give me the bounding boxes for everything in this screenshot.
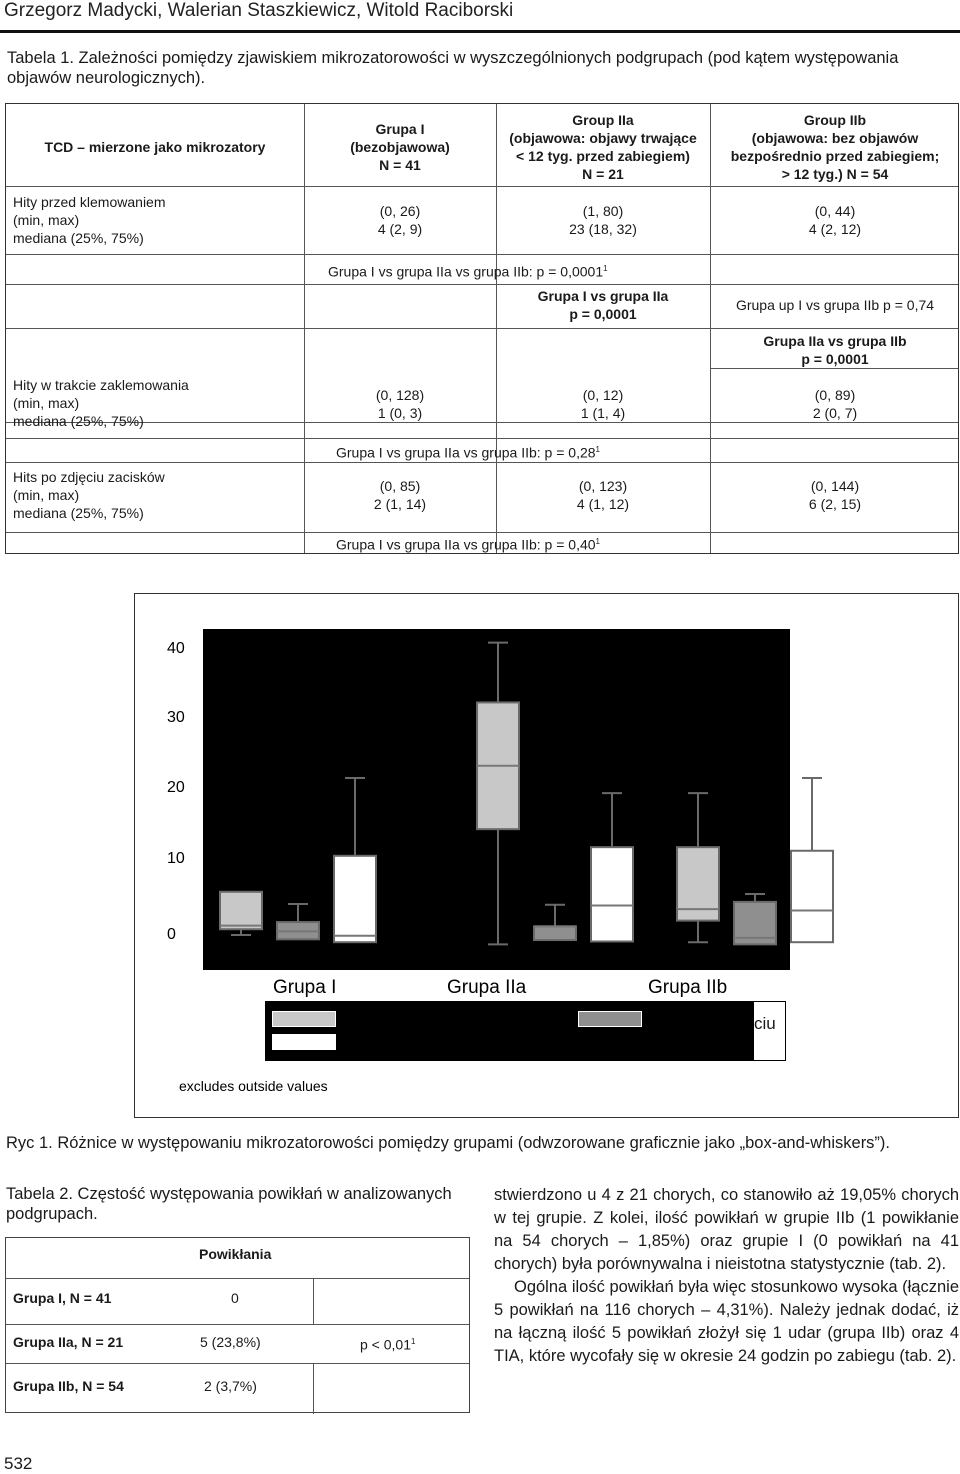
t2-row-label: Grupa IIb, N = 54 xyxy=(13,1378,124,1394)
y-tick-label: 20 xyxy=(167,779,185,796)
t1-col1-header: Grupa I (bezobjawowa) N = 41 xyxy=(350,121,450,173)
t2-row-p: $p < 0,01^1$ xyxy=(360,1336,416,1353)
box xyxy=(791,851,833,942)
table-2 xyxy=(5,1237,470,1413)
t1-col2-header: Group IIa (objawowa: objawy trwające < 12 tyg. przed zabiegiem) N = 21 xyxy=(509,112,697,182)
t1-row1-pair3: Grupa IIa vs grupa IIb p = 0,0001 xyxy=(763,333,907,367)
t1-row1-pair2: Grupa up I vs grupa IIb p = 0,74 xyxy=(735,297,935,313)
table1-caption: Tabela 1. Zależności pomiędzy zjawiskiem mikrozatorowości w wyszczególnionych podgrupach (pod kątem występowania objawów neurologicznych). xyxy=(7,49,899,87)
t2-header: Powikłania xyxy=(199,1246,272,1262)
t1-row2-g1: (0, 128) 1 (0, 3) xyxy=(375,387,425,421)
t1-row1-pair1: Grupa I vs grupa IIa p = 0,0001 xyxy=(537,288,669,322)
y-tick-label: 0 xyxy=(167,926,176,943)
paragraph: Ogólna ilość powikłań była więc stosunkowo wysoka (łącznie 5 powikłań na 116 chorych – 4,31%). Należy jednak dodać, iż na łączną ilość 5 powikłań złożył się 1 udar (grupa IIb) oraz 4 TIA, które wycofały się w okresie 24 godzin po zabiegu (tab. 2). xyxy=(494,1278,959,1365)
t2-hline xyxy=(6,1278,469,1279)
t2-hline xyxy=(6,1324,469,1325)
t1-row3-g1: (0, 85) 2 (1, 14) xyxy=(373,478,427,512)
t1-row2-label: Hity w trakcie zaklemowania (min, max) mediana (25%, 75%) xyxy=(13,377,189,429)
y-tick-label: 10 xyxy=(167,850,185,867)
page-number: 532 xyxy=(4,1454,33,1473)
t1-row1-stat: Grupa I vs grupa IIa vs grupa IIb: $p = 0,0001^1$ xyxy=(328,263,608,280)
t2-vline xyxy=(313,1278,314,1324)
table2-caption: Tabela 2. Częstość występowania powikłań w analizowanych podgrupach. xyxy=(6,1185,452,1223)
body-text xyxy=(494,1184,959,1368)
box xyxy=(591,847,633,941)
t1-row3-stat: Grupa I vs grupa IIa vs grupa IIb: $p = 0,40^1$ xyxy=(336,536,600,553)
t1-row1-g1: (0, 26) 4 (2, 9) xyxy=(377,203,423,237)
t1-col3-header: Group IIb (objawowa: bez objawów bezpośrednio przed zabiegiem; > 12 tyg.) N = 54 xyxy=(730,112,940,182)
chart-legend xyxy=(265,1001,753,1061)
t2-hline xyxy=(6,1363,469,1364)
t2-row-label: Grupa IIa, N = 21 xyxy=(13,1334,124,1350)
t1-row3-g2b: (0, 144) 6 (2, 15) xyxy=(808,478,862,512)
y-tick-label: 30 xyxy=(167,709,185,726)
t1-row3-g2a: (0, 123) 4 (1, 12) xyxy=(576,478,630,512)
box xyxy=(220,892,262,929)
group-label-2: Grupa IIa xyxy=(447,977,527,998)
t2-vline xyxy=(313,1363,314,1414)
y-tick-label: 40 xyxy=(167,640,185,657)
t2-row-value: 5 (23,8%) xyxy=(200,1334,261,1350)
legend-swatch xyxy=(272,1034,336,1050)
t1-row1-g2a: (1, 80) 23 (18, 32) xyxy=(569,203,637,237)
t1-row3-label: Hits po zdjęciu zacisków (min, max) mediana (25%, 75%) xyxy=(13,469,165,521)
legend-swatch xyxy=(578,1011,642,1027)
t2-row-value: 0 xyxy=(231,1290,239,1306)
group-label-3: Grupa IIb xyxy=(648,977,728,998)
box xyxy=(534,926,576,940)
paragraph: stwierdzono u 4 z 21 chorych, co stanowiło aż 19,05% chorych w tej grupie. Z kolei, ilość powikłań w grupie IIb (1 powikłanie na 54 chorych – 1,85%) oraz grupie I (0 powikłań na 41 chorych) była porównywalna i nieistotna statystycznie (tab. 2). xyxy=(494,1186,959,1273)
t2-row-label: Grupa I, N = 41 xyxy=(13,1290,112,1306)
t1-row2-g2a: (0, 12) 1 (1, 4) xyxy=(580,387,626,421)
figure-caption: Ryc 1. Różnice w występowaniu mikrozatorowości pomiędzy grupami (odwzorowane graficznie jako „box-and-whiskers”). xyxy=(6,1134,891,1152)
t1-row1-label: Hity przed klemowaniem (min, max) mediana (25%, 75%) xyxy=(13,194,166,246)
legend-swatch xyxy=(272,1011,336,1027)
t1-row2-stat: Grupa I vs grupa IIa vs grupa IIb: $p = 0,28^1$ xyxy=(336,444,600,461)
t2-row-value: 2 (3,7%) xyxy=(204,1378,257,1394)
running-header-authors: Grzegorz Madycki, Walerian Staszkiewicz, Witold Raciborski xyxy=(4,0,514,21)
t1-row1-g2b: (0, 44) 4 (2, 12) xyxy=(808,203,862,237)
chart-note: excludes outside values xyxy=(179,1078,328,1094)
box xyxy=(334,856,376,942)
t1-col0-header: TCD – mierzone jako mikrozatory xyxy=(44,139,266,155)
t1-row2-g2b: (0, 89) 2 (0, 7) xyxy=(812,387,858,421)
group-label-1: Grupa I xyxy=(273,977,337,998)
legend-clipped-text: ciu xyxy=(753,1001,786,1061)
